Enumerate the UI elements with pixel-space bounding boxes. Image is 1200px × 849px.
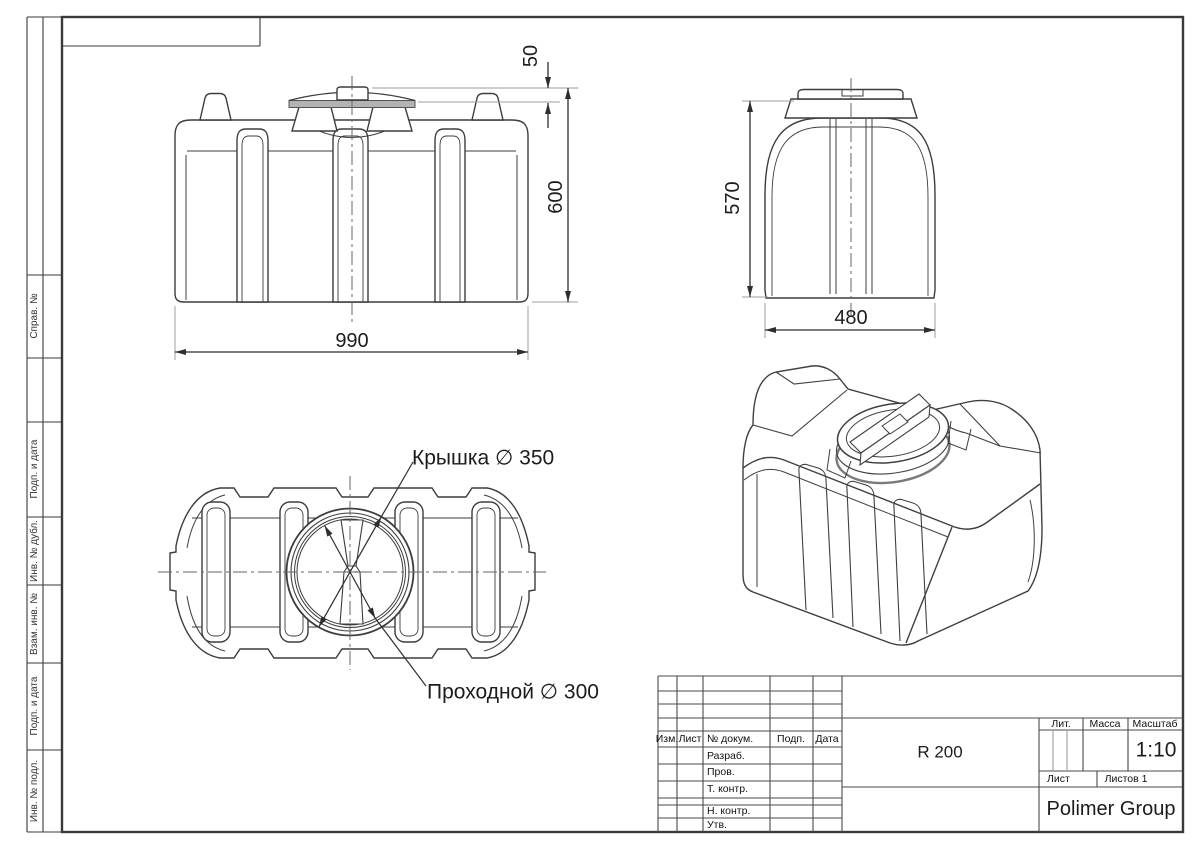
dim-front-length: 990 [335,330,369,352]
tb-row-razrab: Разраб. [707,749,745,762]
tb-scale-label: Масштаб [1132,717,1178,730]
tb-mass-label: Масса [1089,717,1121,730]
dim-lid-height: 50 [520,44,542,68]
tb-sheets-label: Листов 1 [1104,772,1148,785]
tb-lit-label: Лит. [1051,717,1071,730]
tb-row-utv: Утв. [707,818,727,831]
tb-col-data: Дата [815,732,839,745]
tb-row-prov: Пров. [707,765,735,778]
tb-col-podp: Подп. [777,732,805,745]
tb-col-ndokum: № докум. [707,732,754,745]
dim-side-height: 570 [722,181,744,215]
sidebar-label-invdubl: Инв. № дубл. [29,520,40,582]
callout-lid-diameter: Крышка ∅ 350 [412,446,555,470]
isometric-view [743,366,1042,645]
tb-scale-value: 1:10 [1135,738,1177,762]
tb-sheet-label: Лист [1047,772,1070,785]
sidebar-label-podp2: Подп. и дата [29,676,40,736]
dim-side-width: 480 [834,307,868,329]
tb-col-izm: Изм. [655,732,679,745]
dim-front-height: 600 [545,180,567,214]
tb-row-tkontr: Т. контр. [707,782,749,795]
sidebar-label-podp1: Подп. и дата [29,439,40,499]
tb-designation: R 200 [917,742,963,762]
callout-pass-diameter: Проходной ∅ 300 [427,680,599,704]
tb-row-nkontr: Н. контр. [707,804,751,817]
tb-col-list: Лист [678,732,702,745]
side-view [765,90,935,299]
side-tank-body [765,118,935,298]
top-view [170,488,535,658]
sidebar-label-invpodl: Инв. № подл. [29,759,40,823]
tb-company: Polimer Group [1046,798,1176,820]
sidebar-label-vzam: Взам. инв. № [29,593,40,655]
front-ribs [237,129,465,302]
sidebar-label-sprav: Справ. № [29,293,40,339]
